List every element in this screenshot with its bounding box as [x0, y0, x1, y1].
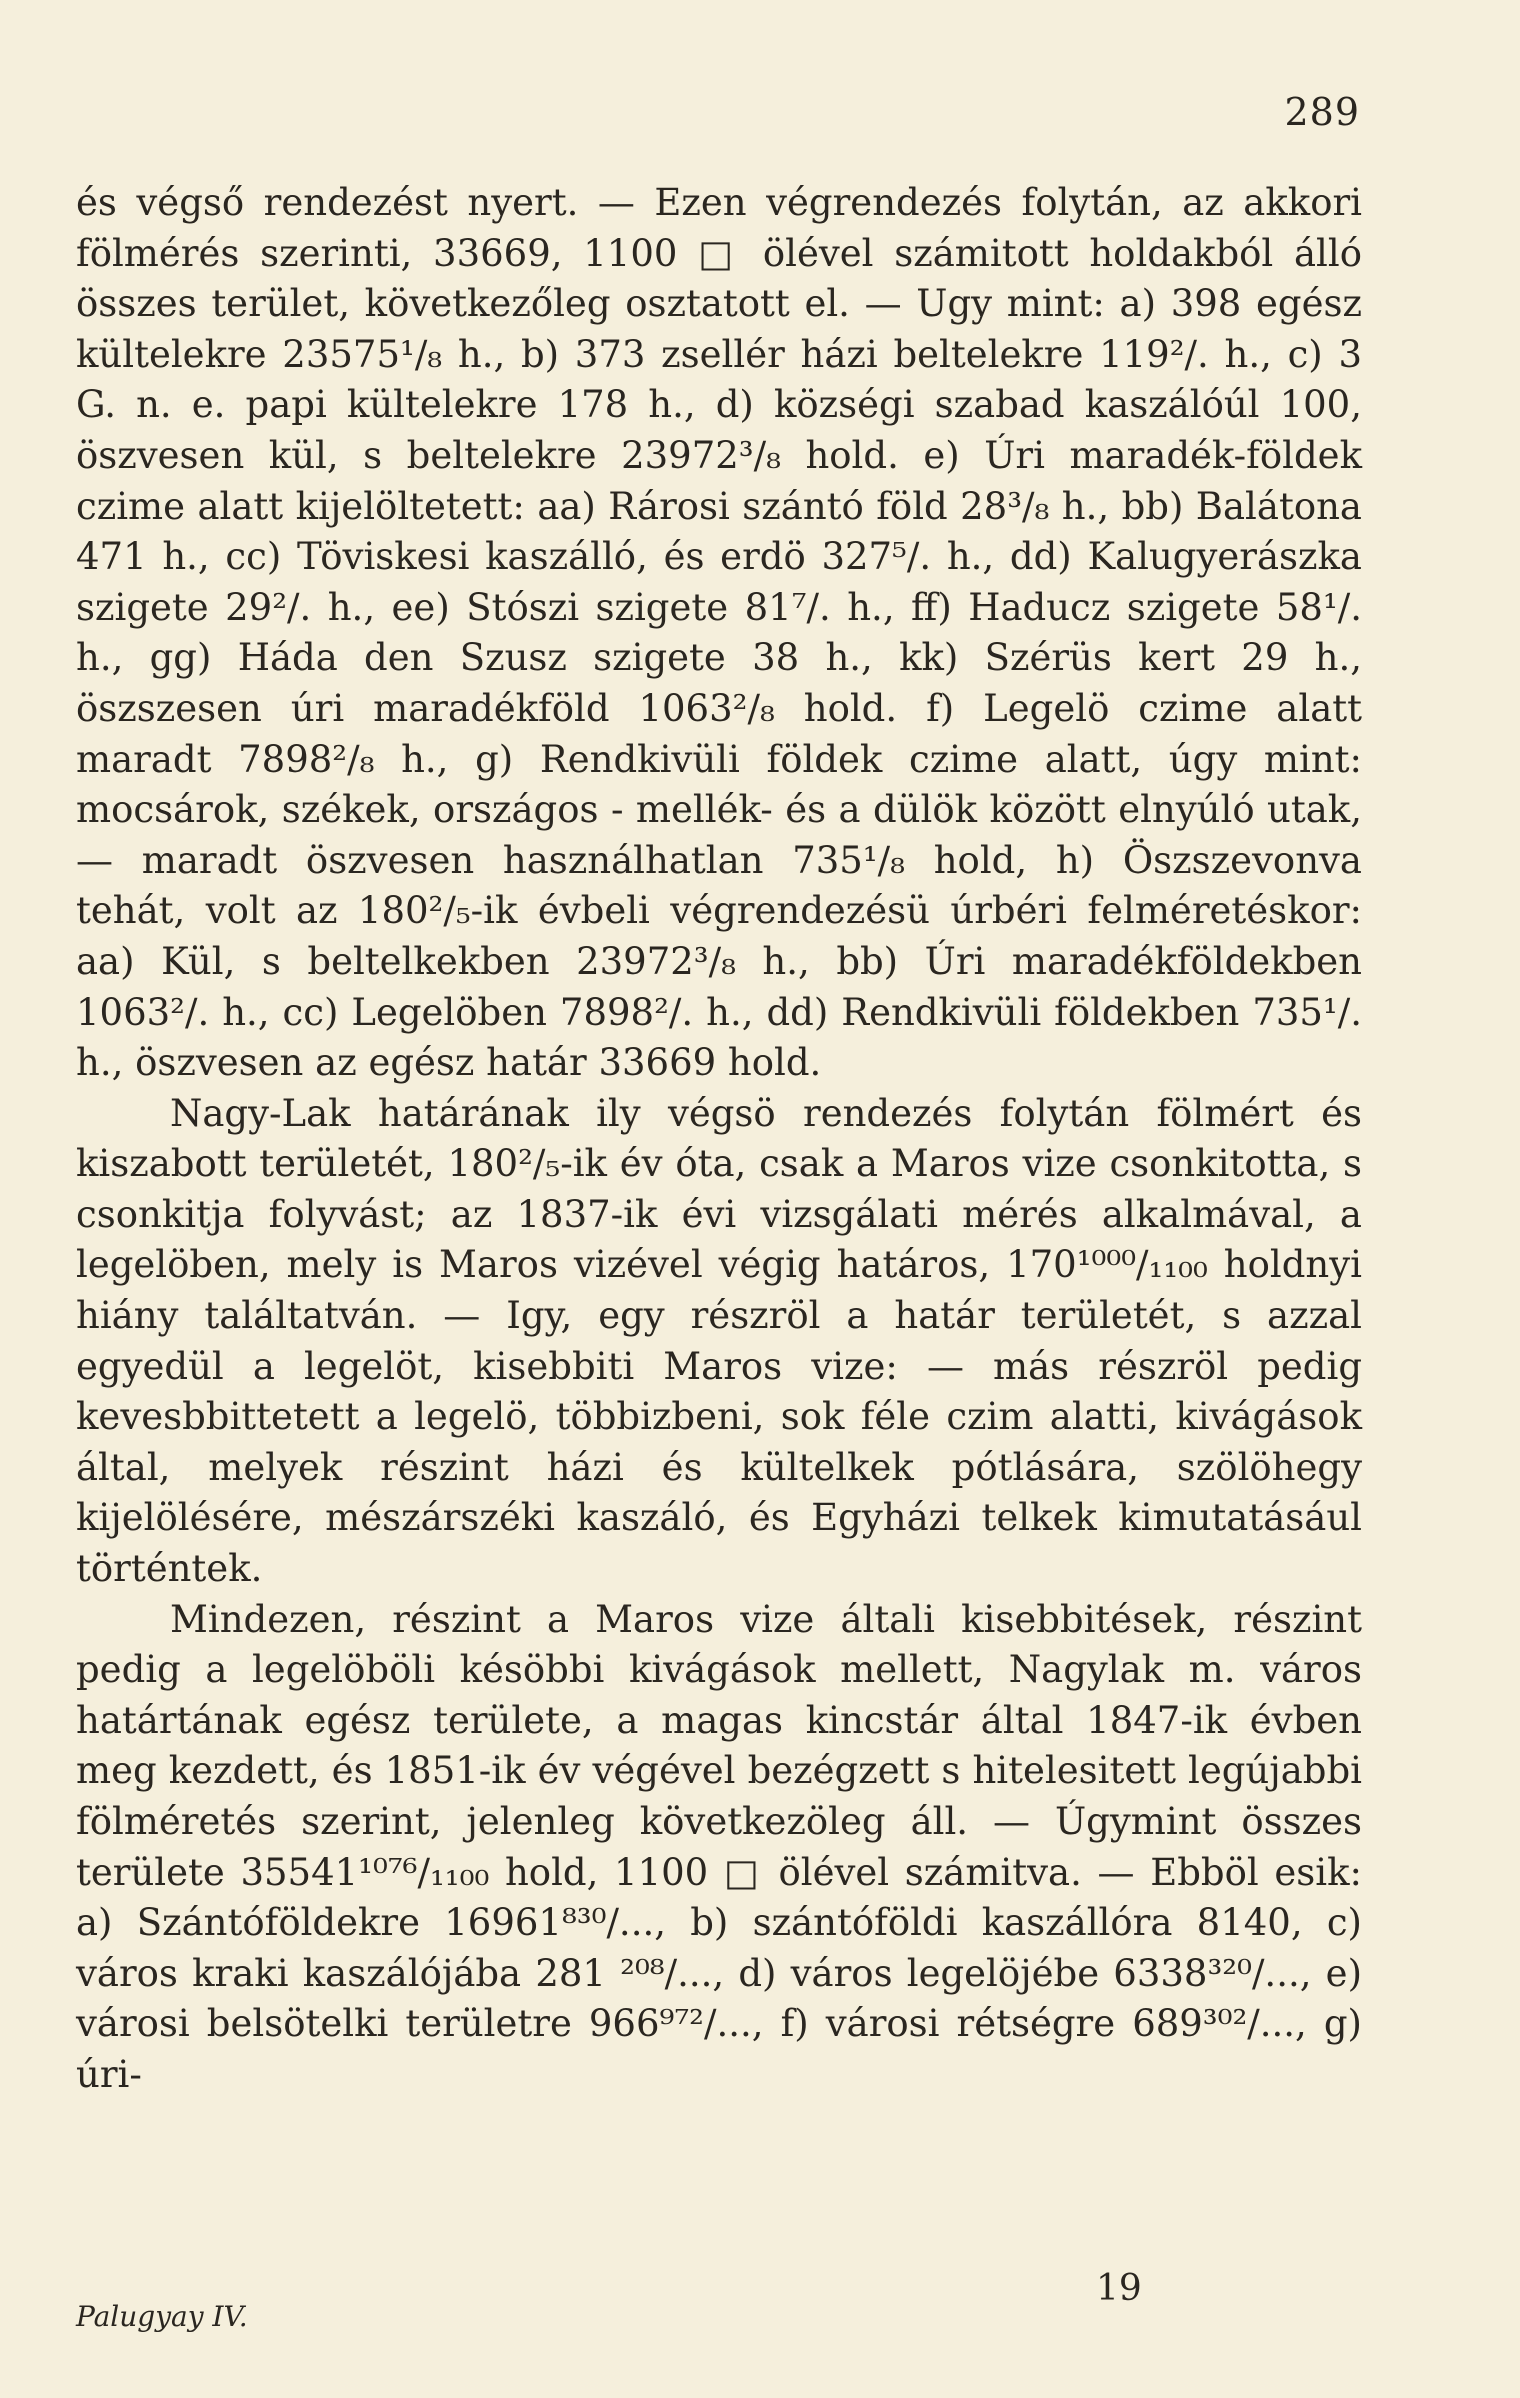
footer-author-volume: Palugyay IV. [76, 2300, 248, 2333]
paragraph-2: Nagy-Lak határának ily végsö rendezés folytán fölmért és kiszabott területét, 180²/₅-ik év óta, csak a Maros vize csonkitotta, s csonkitja folyvást; az 1837-ik évi vizsgálati mérés alkalmával, a legelöben, mely is Maros vizével végig határos, 170¹⁰⁰⁰/₁₁₀₀ holdnyi hiány találtatván. — Igy, egy részröl a határ területét, s azzal egyedül a legelöt, kisebbiti Maros vize: — más részröl pedig kevesbbittetett a legelö, többizbeni, sok féle czim alatti, kivágások által, melyek részint házi és kültelkek pótlására, szölöhegy kijelölésére, mészárszéki kaszáló, és Egyházi telkek kimutatásául történtek. [76, 1091, 1362, 1591]
body-text [76, 178, 1362, 2101]
signature-mark: 19 [1096, 2268, 1142, 2309]
paragraph-1: és végső rendezést nyert. — Ezen végrendezés folytán, az akkori fölmérés szerinti, 33669, 1100 □ ölével számitott holdakból álló összes terület, következőleg osztatott el. — Ugy mint: a) 398 egész kültelekre 23575¹/₈ h., b) 373 zsellér házi beltelekre 119²/. h., c) 3 G. n. e. papi kültelekre 178 h., d) községi szabad kaszálóúl 100, öszvesen kül, s beltelekre 23972³/₈ hold. e) Úri maradék-földek czime alatt kijelöltetett: aa) Rárosi szántó föld 28³/₈ h., bb) Balátona 471 h., cc) Töviskesi kaszálló, és erdö 327⁵/. h., dd) Kalugyerászka szigete 29²/. h., ee) Stószi szigete 81⁷/. h., ff) Haducz szigete 58¹/. h., gg) Háda den Szusz szigete 38 h., kk) Szérüs kert 29 h., öszszesen úri maradékföld 1063²/₈ hold. f) Legelö czime alatt maradt 7898²/₈ h., g) Rendkivüli földek czime alatt, úgy mint: mocsárok, székek, országos - mellék- és a dülök között elnyúló utak, — maradt öszvesen használhatlan 735¹/₈ hold, h) Öszszevonva tehát, volt az 180²/₅-ik évbeli végrendezésü úrbéri felméretéskor: aa) Kül, s beltelkekben 23972³/₈ h., bb) Úri maradékföldekben 1063²/. h., cc) Legelöben 7898²/. h., dd) Rendkivüli földekben 735¹/. h., öszvesen az egész határ 33669 hold. [76, 181, 1362, 1085]
page-number: 289 [1284, 90, 1360, 134]
paragraph-3: Mindezen, részint a Maros vize általi kisebbitések, részint pedig a legelöböli késöbbi kivágások mellett, Nagylak m. város határtának egész területe, a magas kincstár által 1847-ik évben meg kezdett, és 1851-ik év végével bezégzett s hitelesitett legújabbi fölméretés szerint, jelenleg következöleg áll. — Úgymint összes területe 35541¹⁰⁷⁶/₁₁₀₀ hold, 1100 □ ölével számitva. — Ebböl esik: a) Szántóföldekre 16961⁸³⁰/..., b) szántóföldi kaszállóra 8140, c) város kraki kaszálójába 281 ²⁰⁸/..., d) város legelöjébe 6338³²⁰/..., e) városi belsötelki területre 966⁹⁷²/..., f) városi rétségre 689³⁰²/..., g) úri- [76, 1597, 1362, 2096]
